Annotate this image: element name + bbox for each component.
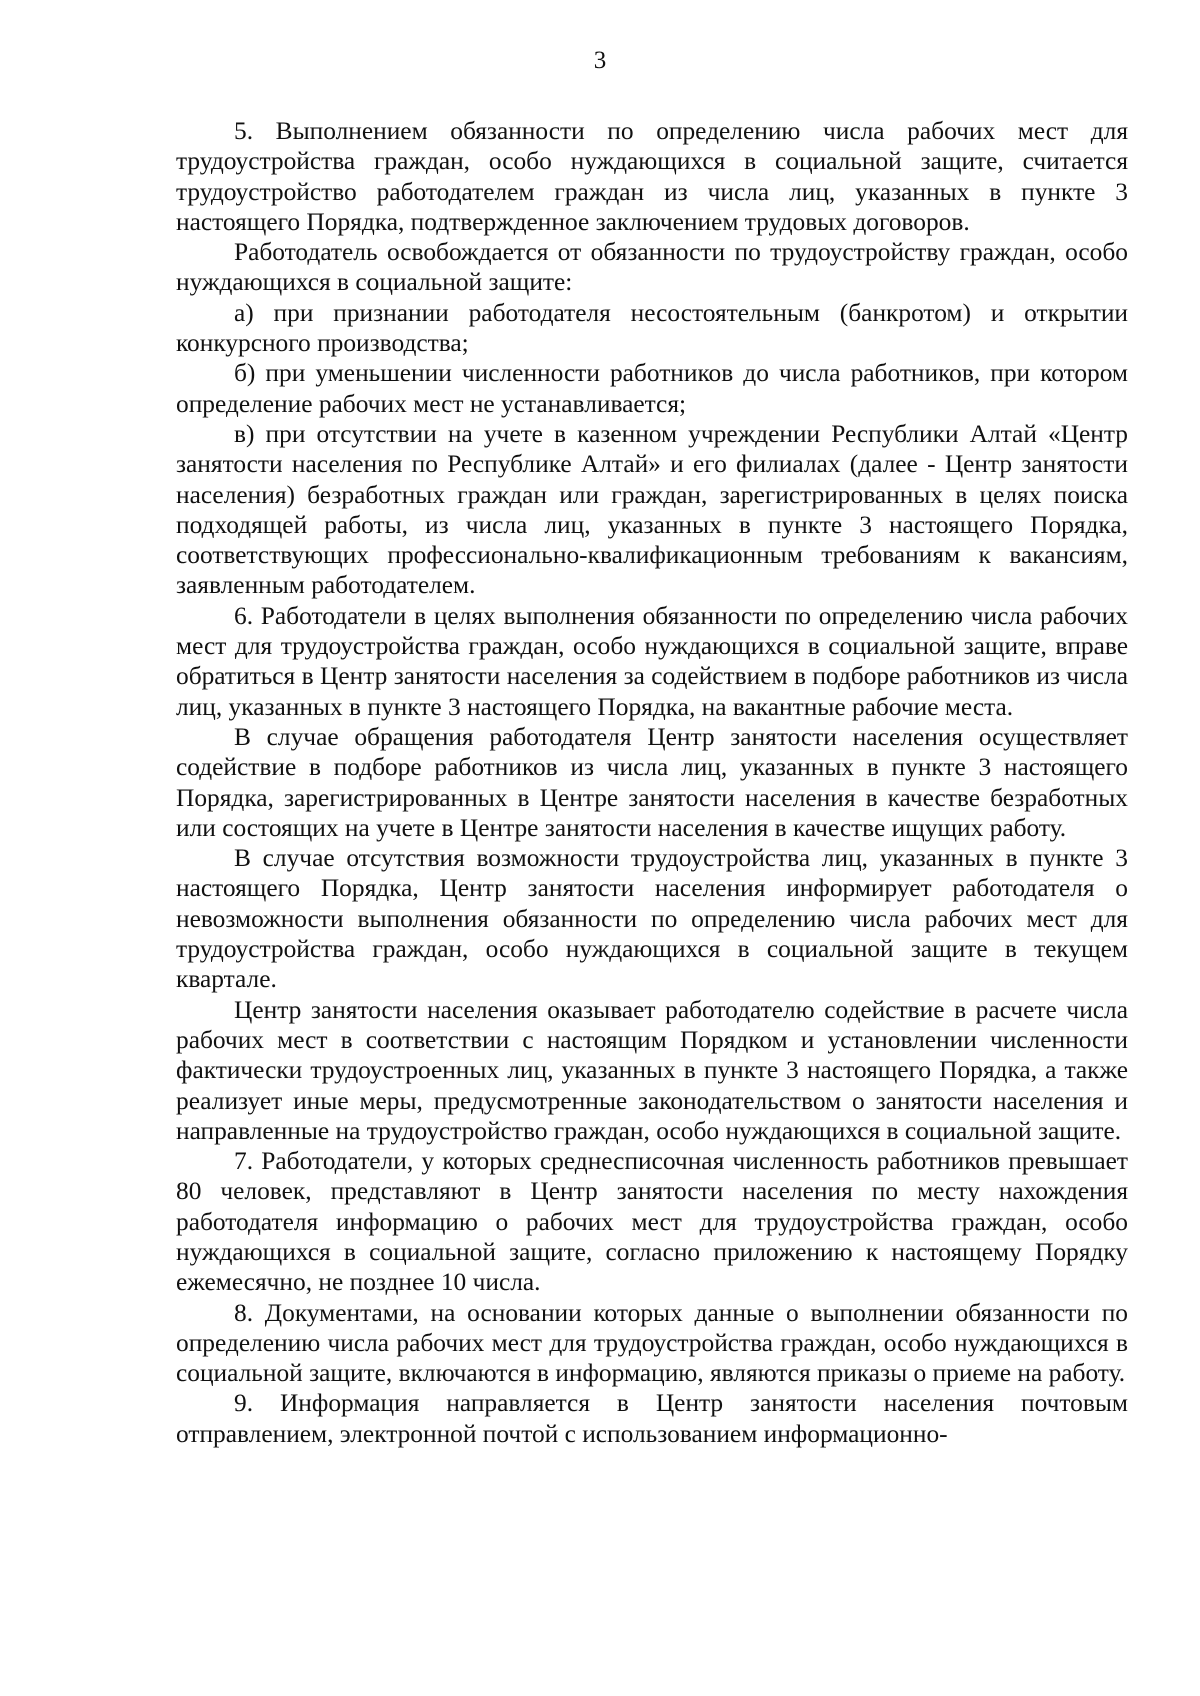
- paragraph-no-possibility: В случае отсутствия возможности трудоустройства лиц, указанных в пункте 3 настоящего Порядка, Центр занятости населения информирует работодателя о невозможности выполнения обязанности по определению числа рабочих мест для трудоустройства граждан, особо нуждающихся в социальной защите в текущем квартале.: [176, 844, 1128, 994]
- document-body: [176, 116, 1128, 1449]
- paragraph-5: 5. Выполнением обязанности по определению числа рабочих мест для трудоустройства граждан, особо нуждающихся в социальной защите, считается трудоустройство работодателем граждан из числа лиц, указанных в пункте 3 настоящего Порядка, подтвержденное заключением трудовых договоров.: [176, 117, 1128, 236]
- paragraph-exemption-b: б) при уменьшении численности работников до числа работников, при котором определение рабочих мест не устанавливается;: [176, 359, 1128, 418]
- paragraph-9: 9. Информация направляется в Центр занятости населения почтовым отправлением, электронной почтой с использованием информационно-: [176, 1389, 1128, 1448]
- paragraph-exemption-intro: Работодатель освобождается от обязанности по трудоустройству граждан, особо нуждающихся в социальной защите:: [176, 238, 1128, 297]
- paragraph-7: 7. Работодатели, у которых среднесписочная численность работников превышает 80 человек, представляют в Центр занятости населения по месту нахождения работодателя информацию о рабочих мест для трудоустройства граждан, особо нуждающихся в социальной защите, согласно приложению к настоящему Порядку ежемесячно, не позднее 10 числа.: [176, 1147, 1128, 1297]
- paragraph-exemption-a: а) при признании работодателя несостоятельным (банкротом) и открытии конкурсного производства;: [176, 298, 1128, 358]
- paragraph-employer-request: В случае обращения работодателя Центр занятости населения осуществляет содействие в подборе работников из числа лиц, указанных в пункте 3 настоящего Порядка, зарегистрированных в Центре занятости населения в качестве безработных или состоящих на учете в Центре занятости населения в качестве ищущих работу.: [176, 722, 1128, 842]
- paragraph-exemption-c: в) при отсутствии на учете в казенном учреждении Республики Алтай «Центр занятости населения по Республике Алтай» и его филиалах (далее - Центр занятости населения) безработных граждан или граждан, зарегистрированных в целях поиска подходящей работы, из числа лиц, указанных в пункте 3 настоящего Порядка, соответствующих профессионально-квалификационным требованиям к вакансиям, заявленным работодателем.: [176, 419, 1128, 600]
- paragraph-6: 6. Работодатели в целях выполнения обязанности по определению числа рабочих мест для трудоустройства граждан, особо нуждающихся в социальной защите, вправе обратиться в Центр занятости населения за содействием в подборе работников из числа лиц, указанных в пункте 3 настоящего Порядка, на вакантные рабочие места.: [176, 601, 1128, 721]
- page-number: 3: [593, 47, 607, 74]
- paragraph-assistance: Центр занятости населения оказывает работодателю содействие в расчете числа рабочих мест в соответствии с настоящим Порядком и установлении численности фактически трудоустроенных лиц, указанных в пункте 3 настоящего Порядка, а также реализует иные меры, предусмотренные законодательством о занятости населения и направленные на трудоустройство граждан, особо нуждающихся в социальной защите.: [176, 995, 1128, 1145]
- paragraph-8: 8. Документами, на основании которых данные о выполнении обязанности по определению числа рабочих мест для трудоустройства граждан, особо нуждающихся в социальной защите, включаются в информацию, являются приказы о приеме на работу.: [176, 1298, 1128, 1388]
